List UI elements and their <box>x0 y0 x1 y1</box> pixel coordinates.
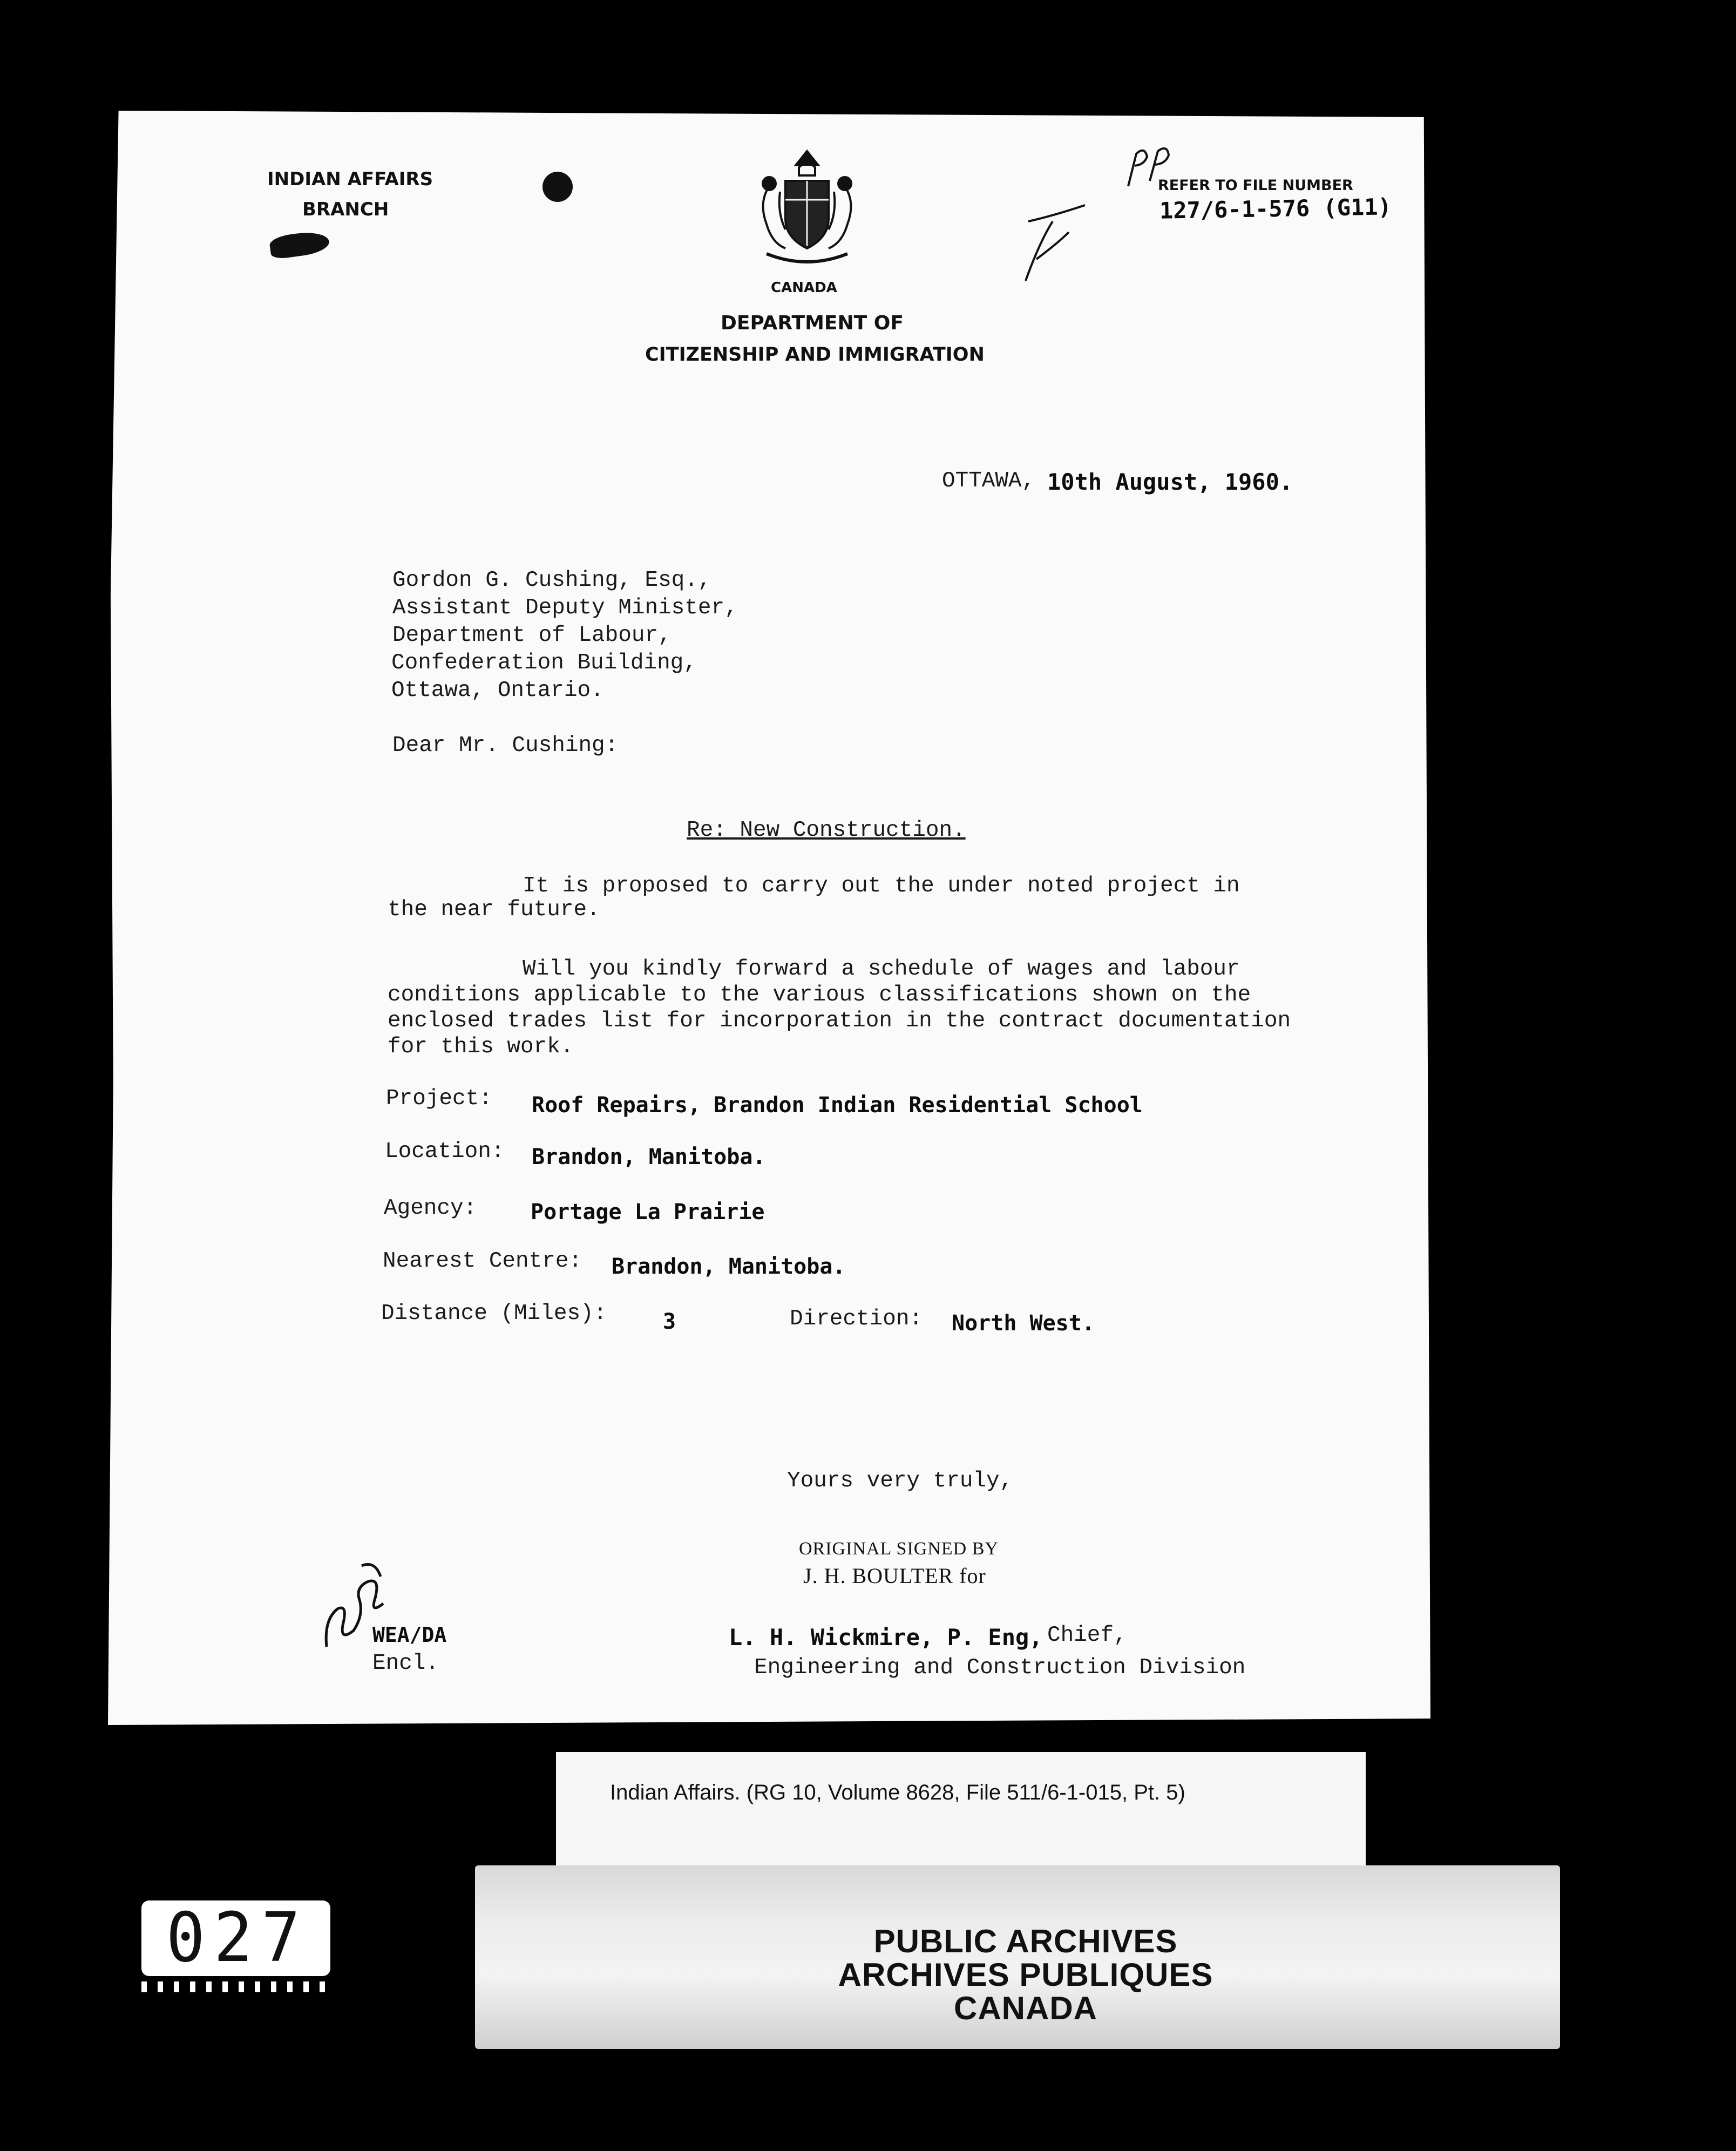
signer-name: L. H. Wickmire, P. Eng, <box>729 1624 1043 1651</box>
addressee-line: Ottawa, Ontario. <box>391 678 604 703</box>
branch-line-2: BRANCH <box>302 199 389 220</box>
archive-stamp-line-1: PUBLIC ARCHIVES <box>873 1923 1178 1959</box>
agency-label: Agency: <box>384 1196 477 1221</box>
signer-title: Chief, <box>1047 1623 1127 1648</box>
archive-reference: Indian Affairs. (RG 10, Volume 8628, File 511/6-1-015, Pt. 5) <box>610 1781 1185 1804</box>
typist-initials: WEA/DA <box>372 1623 447 1647</box>
film-sprocket-marks <box>141 1981 336 1992</box>
department-line-1: DEPARTMENT OF <box>721 312 904 334</box>
archive-stamp-line-2: ARCHIVES PUBLIQUES <box>838 1957 1213 1993</box>
direction-label: Direction: <box>790 1307 923 1331</box>
paragraph-1-line: the near future. <box>388 897 600 922</box>
addressee-line: Assistant Deputy Minister, <box>392 596 738 620</box>
paragraph-1-line: It is proposed to carry out the under noted project in <box>523 874 1240 898</box>
distance-label: Distance (Miles): <box>381 1301 607 1326</box>
paragraph-2-line: enclosed trades list for incorporation in the contract documentation <box>388 1009 1291 1033</box>
addressee-line: Department of Labour, <box>392 623 672 648</box>
handwritten-arrow-mark <box>1020 200 1090 286</box>
project-value: Roof Repairs, Brandon Indian Residential School <box>532 1093 1143 1118</box>
addressee-line: Gordon G. Cushing, Esq., <box>392 568 711 593</box>
salutation: Dear Mr. Cushing: <box>392 733 619 758</box>
branch-line-1: INDIAN AFFAIRS <box>267 168 433 190</box>
subject-line: Re: New Construction. <box>687 818 966 843</box>
direction-value: North West. <box>952 1311 1095 1336</box>
location-label: Location: <box>385 1139 505 1164</box>
paragraph-2-line: conditions applicable to the various classifications shown on the <box>388 983 1251 1007</box>
nearest-centre-label: Nearest Centre: <box>383 1249 582 1274</box>
archive-stamp-line-3: CANADA <box>954 1990 1097 2026</box>
paragraph-2-line: Will you kindly forward a schedule of wages and labour <box>523 957 1240 982</box>
file-number: 127/6-1-576 (G11) <box>1159 193 1392 224</box>
location-value: Brandon, Manitoba. <box>532 1145 766 1169</box>
dateline-city: OTTAWA, <box>942 469 1035 493</box>
original-signed-stamp-line-1: ORIGINAL SIGNED BY <box>799 1539 999 1559</box>
original-signed-stamp-line-2: J. H. BOULTER for <box>803 1564 986 1588</box>
film-frame-number: 027 <box>166 1898 309 1978</box>
addressee-line: Confederation Building, <box>391 651 697 675</box>
valediction: Yours very truly, <box>787 1469 1013 1493</box>
country-label: CANADA <box>771 280 837 296</box>
dateline-date: 10th August, 1960. <box>1047 469 1293 495</box>
refer-to-file-label: REFER TO FILE NUMBER <box>1158 177 1353 194</box>
paragraph-2-line: for this work. <box>388 1034 574 1059</box>
handwritten-initials-pp <box>1123 143 1188 192</box>
agency-value: Portage La Prairie <box>531 1200 765 1225</box>
distance-value: 3 <box>663 1309 676 1334</box>
department-line-2: CITIZENSHIP AND IMMIGRATION <box>645 344 985 366</box>
division-line: Engineering and Construction Division <box>754 1655 1246 1680</box>
nearest-centre-value: Brandon, Manitoba. <box>612 1254 846 1279</box>
punch-hole <box>542 172 573 202</box>
project-label: Project: <box>386 1086 492 1111</box>
coat-of-arms-icon <box>748 143 866 273</box>
enclosure-note: Encl. <box>372 1651 439 1676</box>
